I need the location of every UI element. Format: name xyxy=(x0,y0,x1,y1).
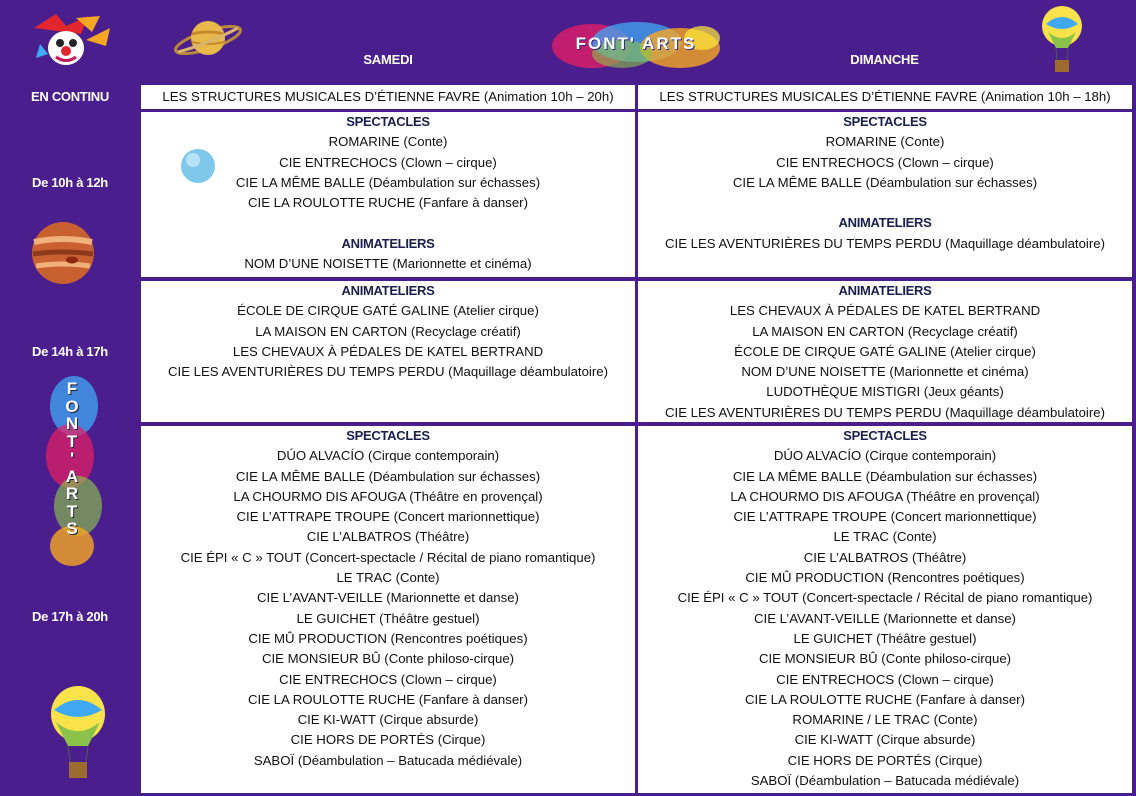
program-item: CIE MONSIEUR BÛ (Conte philoso-cirque) xyxy=(261,651,515,667)
program-item: ÉCOLE DE CIRQUE GATÉ GALINE (Atelier cirque) xyxy=(237,303,539,319)
cell-morning-saturday xyxy=(141,112,635,277)
section-heading: SPECTACLES xyxy=(346,114,430,129)
program-item: LUDOTHÈQUE MISTIGRI (Jeux géants) xyxy=(766,384,1004,400)
vertical-logo-letter: O xyxy=(65,396,79,416)
jupiter-icon xyxy=(30,220,96,286)
program-item: CIE L’ALBATROS (Théâtre) xyxy=(306,529,470,545)
program-item: NOM D’UNE NOISETTE (Marionnette et cinéma) xyxy=(244,256,532,272)
cell-evening-saturday xyxy=(141,426,635,793)
program-item: DÚO ALVACÍO (Cirque contemporain) xyxy=(276,448,500,464)
program-item: SABOÏ (Déambulation – Batucada médiévale) xyxy=(750,773,1020,789)
vertical-logo-letter: F xyxy=(66,379,78,398)
program-item: CIE MÛ PRODUCTION (Rencontres poétiques) xyxy=(248,630,528,646)
program-item: ROMARINE (Conte) xyxy=(328,134,448,150)
program-item: CIE LA MÊME BALLE (Déambulation sur échasses) xyxy=(732,174,1038,190)
column-header-sunday: DIMANCHE xyxy=(850,52,919,67)
row-label-afternoon: De 14h à 17h xyxy=(32,344,108,359)
section-heading: SPECTACLES xyxy=(843,114,927,129)
program-item: CIE KI-WATT (Cirque absurde) xyxy=(794,732,976,748)
row-label-continu: EN CONTINU xyxy=(31,89,109,104)
logo-text: FONT' ARTS xyxy=(575,34,697,53)
vertical-logo-letter: S xyxy=(66,519,78,538)
spacer xyxy=(638,193,1132,213)
cell-continu-sunday xyxy=(638,85,1132,109)
cell-afternoon-saturday xyxy=(141,281,635,422)
row-label-morning: De 10h à 12h xyxy=(32,175,108,190)
spacer xyxy=(141,213,635,233)
program-item: CIE MONSIEUR BÛ (Conte philoso-cirque) xyxy=(758,651,1012,667)
program-item: CIE ENTRECHOCS (Clown – cirque) xyxy=(279,154,497,170)
program-item: CIE LES AVENTURIÈRES DU TEMPS PERDU (Maquillage déambulatoire) xyxy=(665,235,1105,251)
program-item: CIE LES AVENTURIÈRES DU TEMPS PERDU (Maquillage déambulatoire) xyxy=(168,364,608,380)
vertical-logo-letter: N xyxy=(65,414,79,433)
program-item: LE TRAC (Conte) xyxy=(833,529,937,545)
program-item: NOM D’UNE NOISETTE (Marionnette et cinéma) xyxy=(741,364,1029,380)
program-item: CIE L’ATTRAPE TROUPE (Concert marionnettique) xyxy=(236,509,540,525)
program-item: LES CHEVAUX À PÉDALES DE KATEL BERTRAND xyxy=(729,303,1041,319)
program-item: CIE ÉPI « C » TOUT (Concert-spectacle / Récital de piano romantique) xyxy=(677,590,1093,606)
program-item: CIE ÉPI « C » TOUT (Concert-spectacle / Récital de piano romantique) xyxy=(180,549,596,565)
cell-continu-saturday xyxy=(141,85,635,109)
program-item: SABOÏ (Déambulation – Batucada médiévale) xyxy=(253,752,523,768)
program-item: CIE KI-WATT (Cirque absurde) xyxy=(297,712,479,728)
program-item: CIE LA MÊME BALLE (Déambulation sur échasses) xyxy=(235,468,541,484)
program-item: CIE ENTRECHOCS (Clown – cirque) xyxy=(776,671,994,687)
clown-icon xyxy=(26,10,116,72)
program-item: CIE MÛ PRODUCTION (Rencontres poétiques) xyxy=(745,570,1025,586)
program-item: LA CHOURMO DIS AFOUGA (Théâtre en provençal) xyxy=(233,488,543,504)
section-heading: ANIMATELIERS xyxy=(341,283,435,298)
row-label-evening: De 17h à 20h xyxy=(32,609,108,624)
program-item: DÚO ALVACÍO (Cirque contemporain) xyxy=(773,448,997,464)
program-item: LA CHOURMO DIS AFOUGA (Théâtre en provençal) xyxy=(730,488,1040,504)
program-item: LA MAISON EN CARTON (Recyclage créatif) xyxy=(255,323,521,339)
program-item: ÉCOLE DE CIRQUE GATÉ GALINE (Atelier cirque) xyxy=(734,343,1036,359)
program-item: CIE ENTRECHOCS (Clown – cirque) xyxy=(776,154,994,170)
vertical-logo-letter: T xyxy=(66,431,78,451)
column-header-saturday: SAMEDI xyxy=(363,52,413,67)
program-item: LES CHEVAUX À PÉDALES DE KATEL BERTRAND xyxy=(232,343,544,359)
hot-air-balloon-icon xyxy=(48,684,108,784)
blue-planet-icon xyxy=(180,148,216,184)
program-item: CIE HORS DE PORTÉS (Cirque) xyxy=(787,752,983,768)
program-item: CIE L’AVANT-VEILLE (Marionnette et danse) xyxy=(754,610,1016,626)
program-item: LE TRAC (Conte) xyxy=(336,570,440,586)
section-heading: ANIMATELIERS xyxy=(838,215,932,231)
continu-sunday-text: LES STRUCTURES MUSICALES D’ÉTIENNE FAVRE (Animation 10h – 18h) xyxy=(659,89,1111,104)
vertical-logo-letter: ' xyxy=(69,449,75,468)
program-item: CIE ENTRECHOCS (Clown – cirque) xyxy=(279,671,497,687)
program-item: ROMARINE (Conte) xyxy=(825,134,945,150)
section-heading: SPECTACLES xyxy=(843,428,927,443)
continu-saturday-text: LES STRUCTURES MUSICALES D’ÉTIENNE FAVRE (Animation 10h – 20h) xyxy=(162,89,614,104)
program-item: CIE LA ROULOTTE RUCHE (Fanfare à danser) xyxy=(745,691,1025,707)
vertical-logo-letter: T xyxy=(66,501,78,521)
program-item: CIE LA ROULOTTE RUCHE (Fanfare à danser) xyxy=(248,195,528,211)
program-item: CIE L’AVANT-VEILLE (Marionnette et danse) xyxy=(257,590,519,606)
program-item: CIE L’ATTRAPE TROUPE (Concert marionnettique) xyxy=(733,509,1037,525)
cell-afternoon-sunday xyxy=(638,281,1132,422)
section-heading: ANIMATELIERS xyxy=(341,235,435,251)
program-item: LE GUICHET (Théâtre gestuel) xyxy=(296,610,480,626)
vertical-logo-letter: R xyxy=(65,484,79,503)
cell-morning-sunday xyxy=(638,112,1132,277)
section-heading: ANIMATELIERS xyxy=(838,283,932,298)
vertical-logo xyxy=(52,380,92,560)
program-item: CIE LA ROULOTTE RUCHE (Fanfare à danser) xyxy=(248,691,528,707)
cell-evening-sunday xyxy=(638,426,1132,793)
program-item: CIE LES AVENTURIÈRES DU TEMPS PERDU (Maquillage déambulatoire) xyxy=(665,404,1105,420)
program-item: CIE L’ALBATROS (Théâtre) xyxy=(803,549,967,565)
section-heading: SPECTACLES xyxy=(346,428,430,443)
vertical-logo-letter: A xyxy=(65,466,79,486)
program-item: LA MAISON EN CARTON (Recyclage créatif) xyxy=(752,323,1018,339)
program-item: LE GUICHET (Théâtre gestuel) xyxy=(793,630,977,646)
program-item: CIE LA MÊME BALLE (Déambulation sur échasses) xyxy=(732,468,1038,484)
program-item: CIE LA MÊME BALLE (Déambulation sur échasses) xyxy=(235,174,541,190)
program-item: ROMARINE / LE TRAC (Conte) xyxy=(792,712,978,728)
program-item: CIE HORS DE PORTÉS (Cirque) xyxy=(290,732,486,748)
